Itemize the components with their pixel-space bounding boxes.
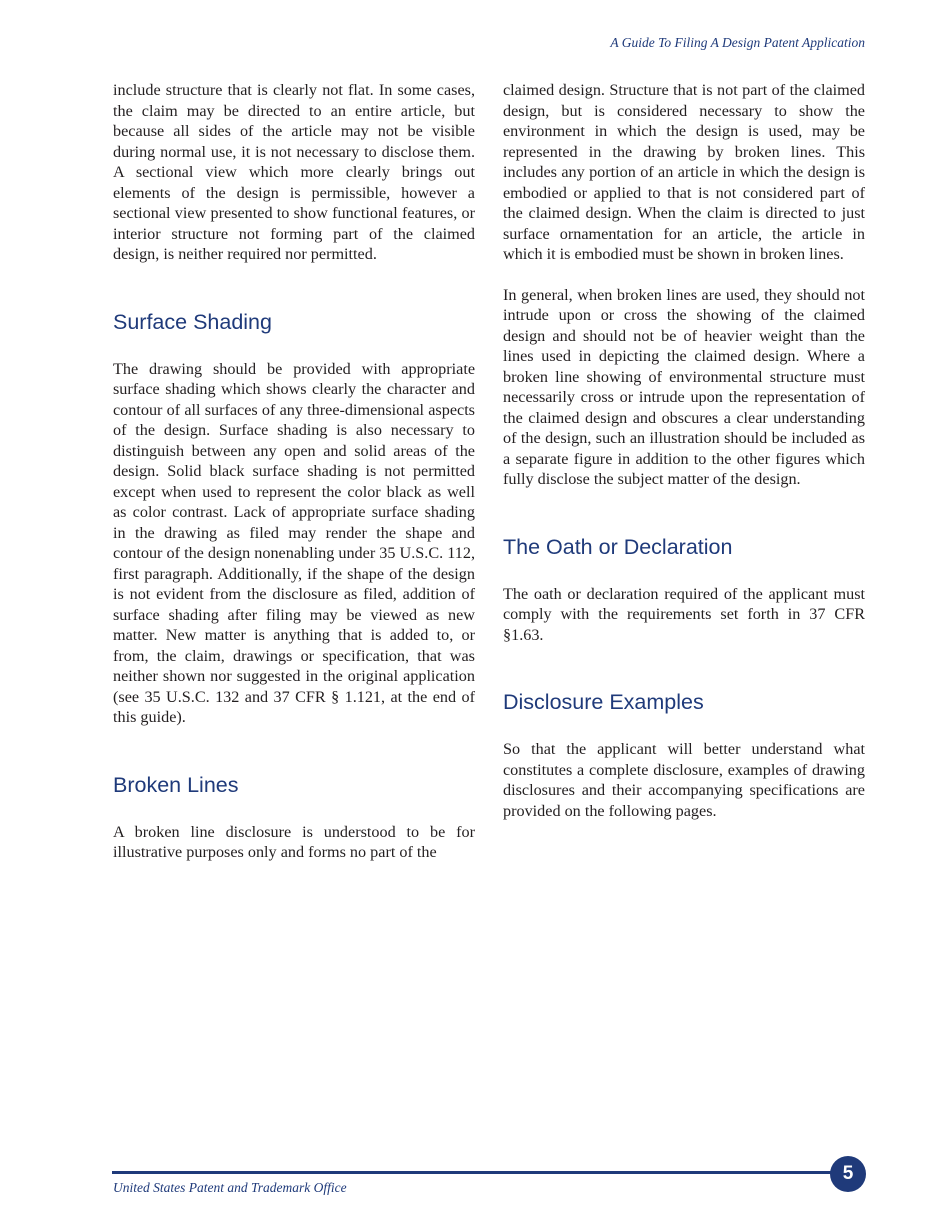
right-column <box>503 80 865 841</box>
oath-heading: The Oath or Declaration <box>503 534 733 559</box>
surface-shading-heading: Surface Shading <box>113 309 272 334</box>
running-header-title: A Guide To Filing A Design Patent Application <box>610 35 865 50</box>
left-column <box>113 80 475 883</box>
surface-shading-paragraph: The drawing should be provided with appropriate surface shading which shows clearly the character and contour of all surfaces of any three-dimensional aspects of the design. Surface shading is also necessary to distinguish between any open and solid areas of the design. Solid black surface shading is not permitted except when used to represent the color black as well as color contrast. Lack of appropriate surface shading in the drawing as filed may render the shape and contour of the design nonenabling under 35 U.S.C. 112, first paragraph. Additionally, if the shape of the design is not evident from the disclosure as filed, addition of surface shading after filing may be viewed as new matter. New matter is anything that is added to, or from, the claim, drawings or specification, that was neither shown nor suggested in the original application (see 35 U.S.C. 132 and 37 CFR § 1.121, at the end of this guide). <box>113 359 475 726</box>
broken-lines-general-paragraph: In general, when broken lines are used, they should not intrude upon or cross the showing of the claimed design and should not be of heavier weight than the lines used in depicting the claimed design. Where a broken line showing of environmental structure must necessarily cross or intrude upon the representation of the claimed design and obscures a clear understanding of the design, such an illustration should be included as a separate figure in addition to the other figures which fully disclose the subject matter of the design. <box>503 285 865 488</box>
page-number-badge: 5 <box>830 1156 866 1192</box>
oath-paragraph: The oath or declaration required of the applicant must comply with the requirements set forth in 37 CFR §1.63. <box>503 584 865 644</box>
broken-lines-heading: Broken Lines <box>113 772 239 797</box>
broken-lines-continued-paragraph: claimed design. Structure that is not part of the claimed design, but is considered necessary to show the environment in which the design is used, may be represented in the drawing by broken lines. This includes any portion of an article in which the design is embodied or applied to that is not considered part of the claimed design. When the claim is directed to just surface ornamentation for an article, the article in which it is embodied must be shown in broken lines. <box>503 81 865 263</box>
broken-lines-paragraph: A broken line disclosure is understood to be for illustrative purposes only and forms no part of the <box>113 822 475 861</box>
disclosure-examples-paragraph: So that the applicant will better understand what constitutes a complete disclosure, examples of drawing disclosures and their accompanying specifications are provided on the following pages. <box>503 740 865 820</box>
intro-paragraph: include structure that is clearly not flat. In some cases, the claim may be directed to an entire article, but because all sides of the article may not be visible during normal use, it is not necessary to disclose them. A sectional view which more clearly brings out elements of the design is permissible, however a sectional view presented to show functional features, or interior structure not forming part of the claimed design, is neither required nor permitted. <box>113 81 475 263</box>
disclosure-examples-heading: Disclosure Examples <box>503 690 704 714</box>
footer-organization: United States Patent and Trademark Office <box>113 1180 347 1195</box>
footer-divider <box>112 1171 847 1174</box>
